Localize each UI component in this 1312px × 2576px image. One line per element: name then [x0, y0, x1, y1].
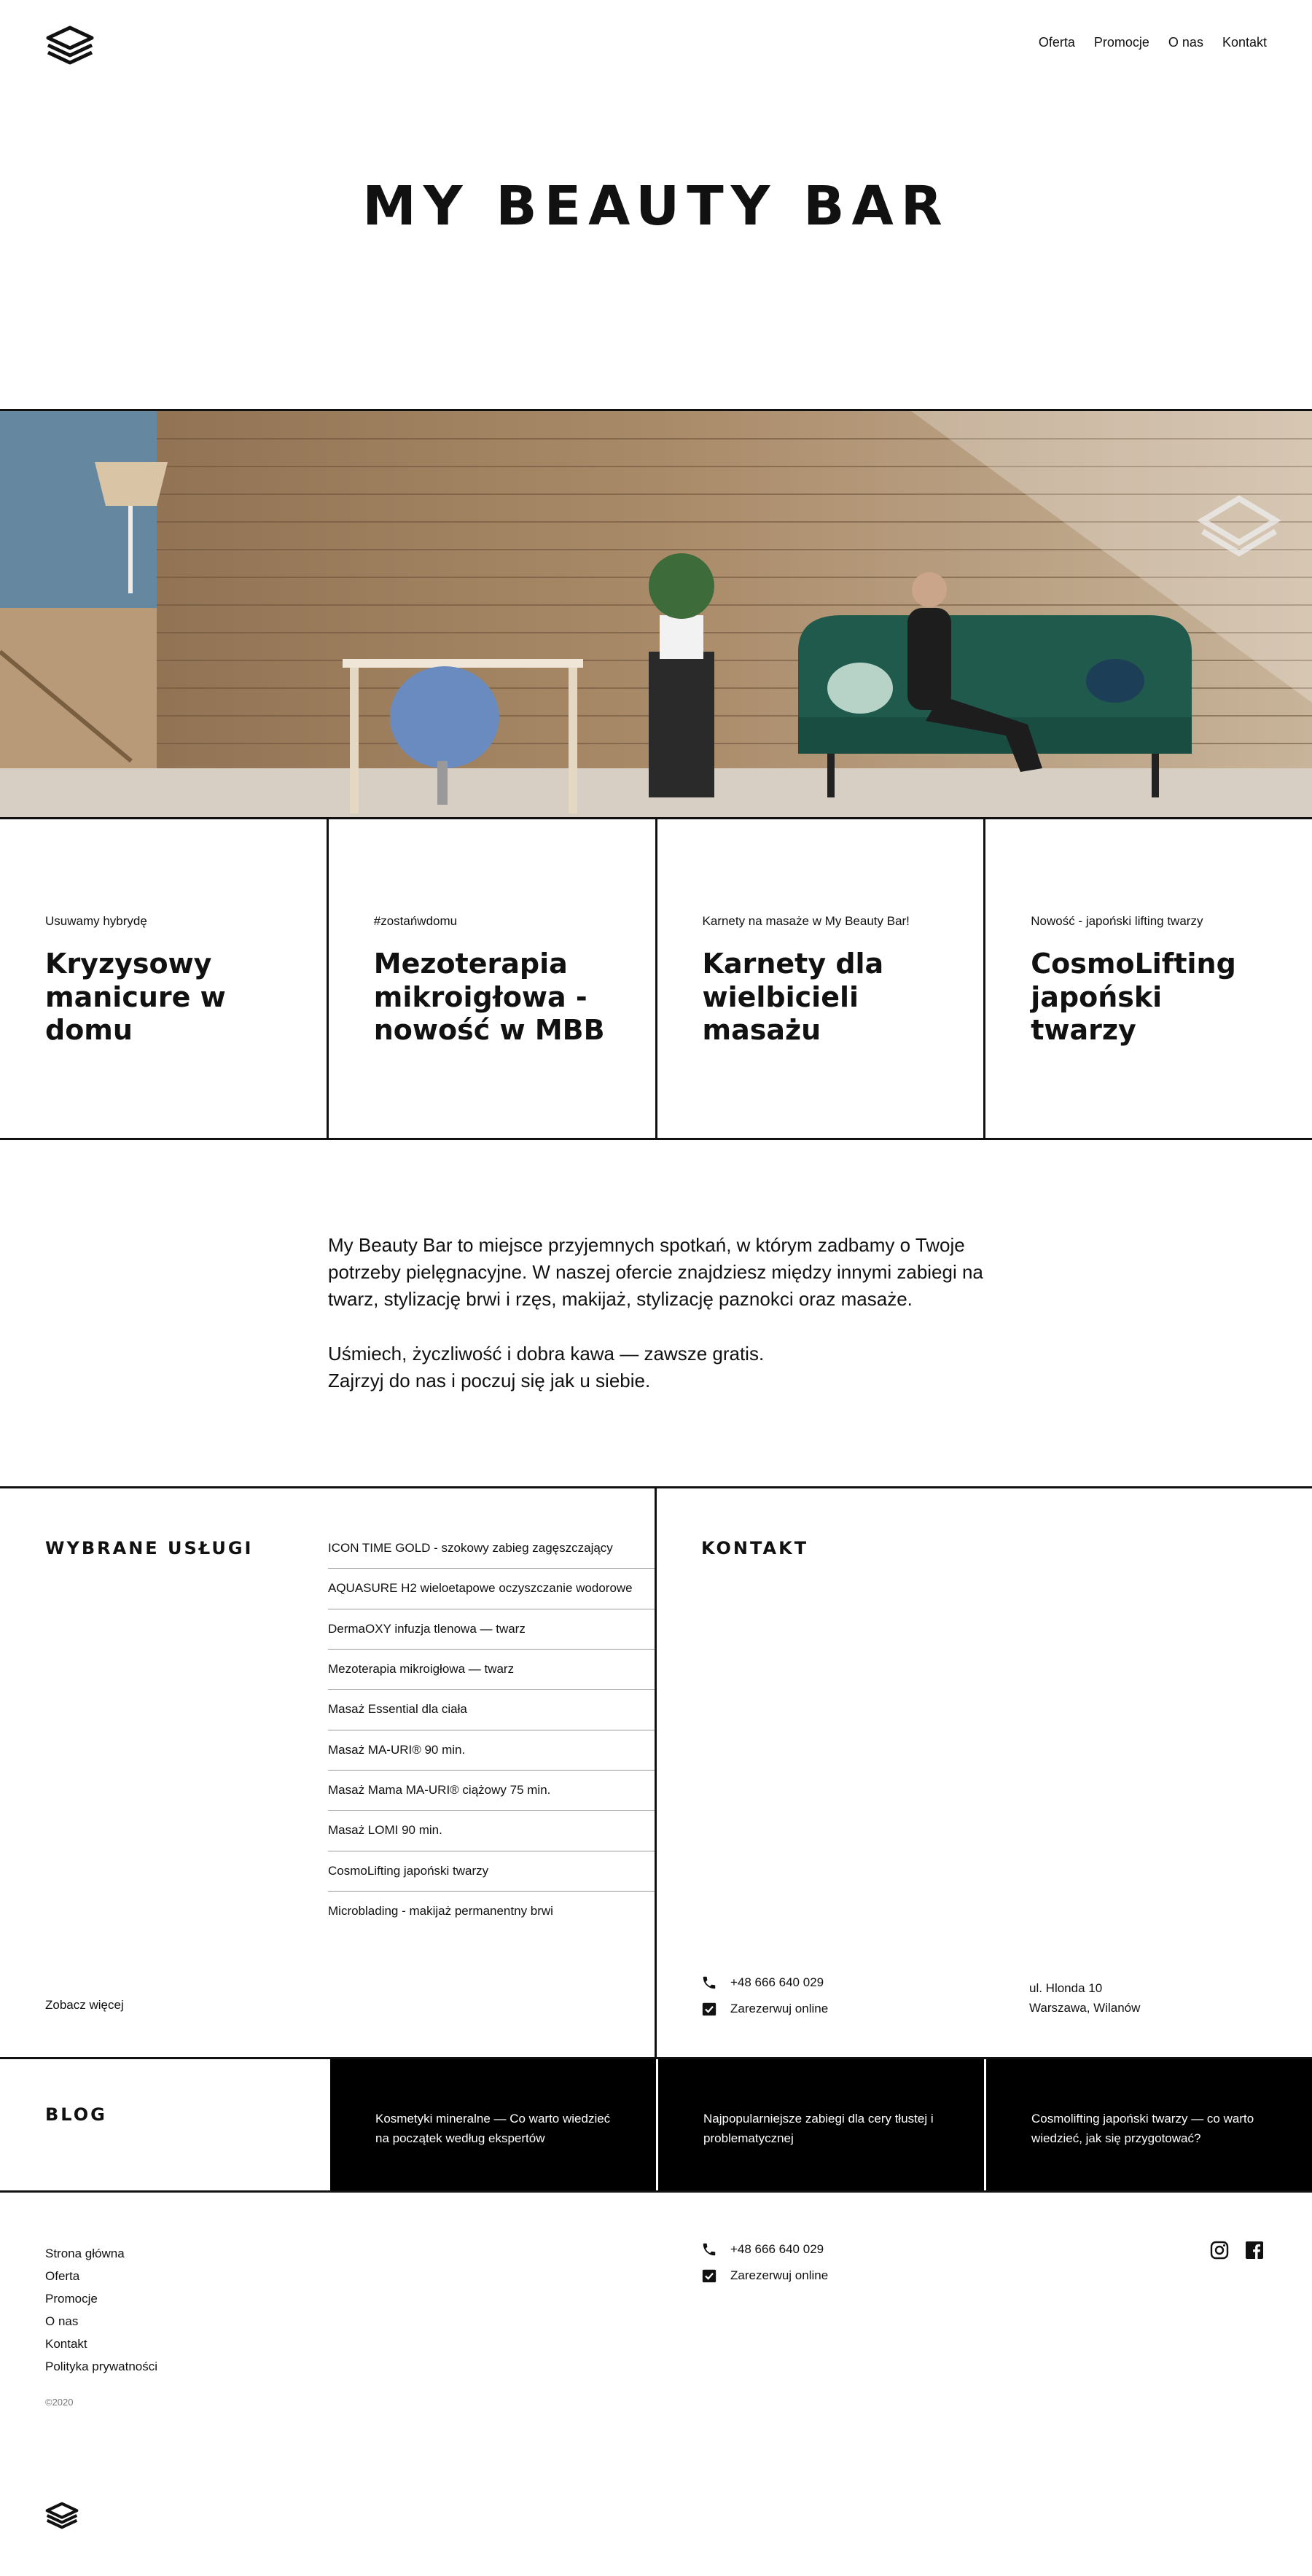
copyright: ©2020: [45, 2397, 74, 2408]
address-street: ul. Hlonda 10: [1029, 1981, 1103, 1995]
intro-tagline-line2: Zajrzyj do nas i poczuj się jak u siebie.: [328, 1369, 651, 1392]
footer-booking-text: Zarezerwuj online: [730, 2268, 829, 2282]
footer-links: [45, 2242, 157, 2378]
service-item[interactable]: AQUASURE H2 wieloetapowe oczyszczanie wodorowe: [328, 1569, 655, 1609]
intro-tagline-line1: Uśmiech, życzliwość i dobra kawa — zawsze gratis.: [328, 1342, 765, 1365]
contact-phone[interactable]: [701, 1970, 828, 1996]
service-item[interactable]: DermaOXY infuzja tlenowa — twarz: [328, 1609, 655, 1650]
address-city: Warszawa, Wilanów: [1029, 2001, 1141, 2015]
card-eyebrow: #zostańwdomu: [373, 914, 458, 928]
intro-tagline: [328, 1340, 984, 1394]
blog-post-link[interactable]: Najpopularniejsze zabiegi dla cery tłustej i problematycznej: [656, 2059, 984, 2190]
contact-title: KONTAKT: [701, 1538, 809, 1558]
see-more-services-link[interactable]: Zobacz więcej: [45, 1998, 124, 2012]
card-title: Kryzysowy manicure w domu: [45, 948, 226, 1047]
blog-label-cell: [0, 2059, 328, 2190]
service-item[interactable]: Masaż Mama MA-URI® ciążowy 75 min.: [328, 1771, 655, 1811]
phone-icon: [701, 1975, 717, 1991]
salon-interior-photo: [0, 409, 1312, 819]
service-item[interactable]: Masaż Essential dla ciała: [328, 1690, 655, 1730]
service-item[interactable]: Masaż LOMI 90 min.: [328, 1811, 655, 1851]
card-title: Karnety dla wielbicieli masażu: [702, 948, 884, 1047]
blog-section: [0, 2059, 1312, 2193]
calendar-check-icon: [701, 2001, 717, 2017]
footer-link-privacy[interactable]: Polityka prywatności: [45, 2360, 158, 2373]
contact-details: [701, 1970, 828, 2022]
services-title: WYBRANE USŁUGI: [45, 1538, 254, 1558]
stacked-chevrons-logo-icon[interactable]: [45, 2502, 79, 2529]
footer-link-o-nas[interactable]: O nas: [45, 2314, 79, 2328]
phone-icon: [701, 2241, 717, 2257]
calendar-check-icon: [701, 2268, 717, 2284]
card-title: CosmoLifting japoński twarzy: [1031, 948, 1236, 1047]
footer-booking-link[interactable]: [701, 2263, 828, 2289]
services-contact-section: [0, 1486, 1312, 2059]
service-item[interactable]: ICON TIME GOLD - szokowy zabieg zagęszczający: [328, 1529, 655, 1569]
promo-card-mezoterapia[interactable]: [329, 819, 657, 1138]
social-links: [1210, 2241, 1264, 2260]
hero-illustration: [0, 411, 1312, 817]
contact-booking-link[interactable]: [701, 1996, 828, 2022]
nav-kontakt[interactable]: Kontakt: [1222, 35, 1267, 50]
footer-link-oferta[interactable]: Oferta: [45, 2269, 80, 2283]
blog-post-link[interactable]: Kosmetyki mineralne — Co warto wiedzieć na początek według ekspertów: [328, 2059, 656, 2190]
blog-title: BLOG: [45, 2104, 107, 2125]
nav-promocje[interactable]: Promocje: [1093, 35, 1149, 50]
promo-card-manicure[interactable]: [0, 819, 329, 1138]
service-item[interactable]: CosmoLifting japoński twarzy: [328, 1851, 655, 1892]
footer-link-home[interactable]: Strona główna: [45, 2247, 125, 2260]
intro-text: [328, 1232, 984, 1394]
card-eyebrow: Usuwamy hybrydę: [45, 914, 147, 928]
card-eyebrow: Nowość - japoński lifting twarzy: [1031, 914, 1203, 928]
contact-booking-text: Zarezerwuj online: [730, 2002, 829, 2015]
card-eyebrow: Karnety na masaże w My Beauty Bar!: [702, 914, 910, 928]
promo-card-karnety[interactable]: [657, 819, 986, 1138]
promo-card-cosmolifting[interactable]: [985, 819, 1312, 1138]
blog-post-link[interactable]: Cosmolifting japoński twarzy — co warto wiedzieć, jak się przygotować?: [984, 2059, 1312, 2190]
contact-phone-text: +48 666 640 029: [730, 1975, 824, 1989]
promo-cards: [0, 819, 1312, 1140]
instagram-icon[interactable]: [1210, 2241, 1229, 2260]
service-item[interactable]: Mezoterapia mikroigłowa — twarz: [328, 1650, 655, 1690]
service-item[interactable]: Masaż MA-URI® 90 min.: [328, 1730, 655, 1771]
footer-phone[interactable]: [701, 2236, 828, 2263]
section-divider: [655, 1488, 657, 2061]
footer-link-promocje[interactable]: Promocje: [45, 2292, 98, 2306]
footer-phone-text: +48 666 640 029: [730, 2242, 824, 2256]
service-item[interactable]: Microblading - makijaż permanentny brwi: [328, 1904, 553, 1919]
main-nav: [1039, 35, 1267, 50]
nav-oferta[interactable]: Oferta: [1038, 35, 1075, 50]
intro-paragraph: My Beauty Bar to miejsce przyjemnych spotkań, w którym zadbamy o Twoje potrzeby pielęgnacyjne. W naszej ofercie znajdziesz między innymi zabiegi na twarz, stylizację brwi i rzęs, makijaż, stylizację paznokci oraz masaże.: [328, 1234, 983, 1311]
card-title: Mezoterapia mikroigłowa - nowość w MBB: [373, 948, 605, 1047]
contact-address: [1029, 1978, 1140, 2018]
nav-o-nas[interactable]: O nas: [1168, 35, 1203, 50]
services-list: [328, 1529, 655, 1931]
footer-link-kontakt[interactable]: Kontakt: [45, 2337, 87, 2351]
stacked-chevrons-logo-icon[interactable]: [45, 25, 95, 66]
footer-contact: [701, 2236, 828, 2289]
facebook-icon[interactable]: [1245, 2241, 1264, 2260]
page-title: MY BEAUTY BAR: [362, 175, 950, 238]
